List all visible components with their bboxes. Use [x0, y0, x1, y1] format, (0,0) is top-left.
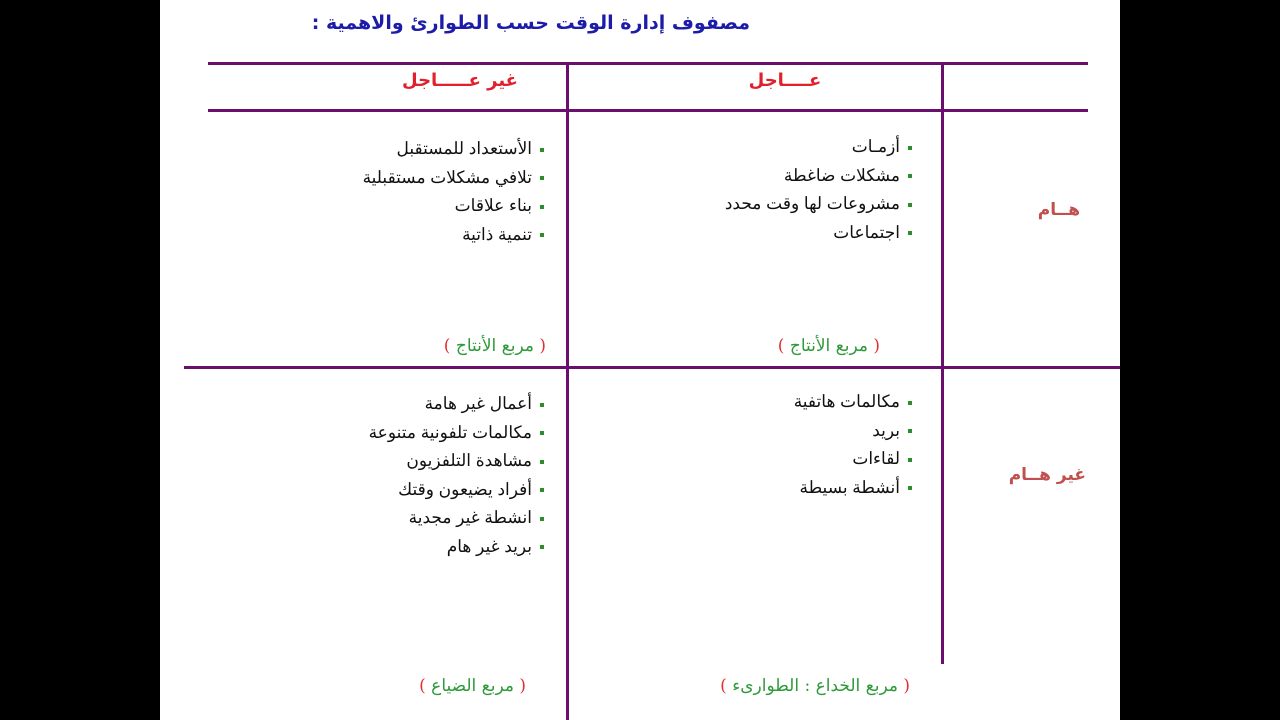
quadrant-not-important-urgent-label: ( مربع الخداع : الطوارىء ) [720, 676, 910, 696]
quadrant-important-not-urgent-list [363, 135, 544, 249]
list-item: تنمية ذاتية [363, 221, 544, 250]
quadrant-not-important-urgent-list [794, 388, 912, 502]
row-header-not-important: غير هــام [1008, 465, 1086, 485]
page-title: مصفوف إدارة الوقت حسب الطوارئ والاهمية : [311, 12, 750, 34]
list-item: بناء علاقات [363, 192, 544, 221]
bullet-icon [540, 431, 544, 435]
column-header-not-urgent: غير عـــــاجل [402, 70, 518, 91]
grid-line-middle [184, 366, 1120, 369]
grid-line-top [208, 62, 1088, 65]
quadrant-not-important-not-urgent-label: ( مربع الضياع ) [419, 676, 526, 696]
quadrant-important-urgent-label: ( مربع الأنتاج ) [777, 336, 880, 356]
list-item: مشكلات ضاغطة [725, 162, 912, 191]
list-item: بريد غير هام [369, 533, 544, 562]
list-item: مشاهدة التلفزيون [369, 447, 544, 476]
bullet-icon [540, 148, 544, 152]
bullet-icon [540, 205, 544, 209]
grid-line-header-bottom [208, 109, 1088, 112]
bullet-icon [908, 458, 912, 462]
bullet-icon [908, 203, 912, 207]
list-item: أفراد يضيعون وقتك [369, 476, 544, 505]
list-item: الأستعداد للمستقبل [363, 135, 544, 164]
bullet-icon [908, 401, 912, 405]
column-header-urgent: عــــاجل [748, 70, 822, 91]
bullet-icon [908, 486, 912, 490]
bullet-icon [908, 146, 912, 150]
slide-page [160, 0, 1120, 720]
list-item: تلافي مشكلات مستقبلية [363, 164, 544, 193]
quadrant-important-urgent-list [725, 133, 912, 247]
list-item: أعمال غير هامة [369, 390, 544, 419]
bullet-icon [540, 545, 544, 549]
list-item: مكالمات هاتفية [794, 388, 912, 417]
bullet-icon [908, 174, 912, 178]
list-item: بريد [794, 417, 912, 446]
quadrant-not-important-not-urgent-list [369, 390, 544, 561]
bullet-icon [908, 231, 912, 235]
grid-line-col-divider [566, 62, 569, 720]
bullet-icon [908, 429, 912, 433]
list-item: مكالمات تلفونية متنوعة [369, 419, 544, 448]
bullet-icon [540, 233, 544, 237]
list-item: أزمـات [725, 133, 912, 162]
list-item: مشروعات لها وقت محدد [725, 190, 912, 219]
bullet-icon [540, 176, 544, 180]
list-item: أنشطة بسيطة [794, 474, 912, 503]
list-item: لقاءات [794, 445, 912, 474]
bullet-icon [540, 403, 544, 407]
grid-line-row-header-divider [941, 62, 944, 664]
list-item: اجتماعات [725, 219, 912, 248]
row-header-important: هــام [1037, 200, 1080, 220]
quadrant-important-not-urgent-label: ( مربع الأنتاج ) [443, 336, 546, 356]
bullet-icon [540, 488, 544, 492]
bullet-icon [540, 517, 544, 521]
list-item: انشطة غير مجدية [369, 504, 544, 533]
bullet-icon [540, 460, 544, 464]
